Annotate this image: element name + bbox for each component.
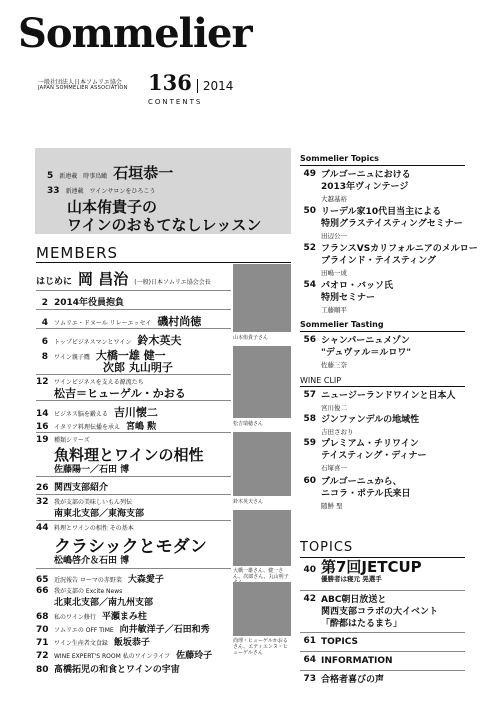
toc-row[interactable]: 8 ワイン親子鷹 大橋一雄 健一 [41,349,166,362]
photo-5 [233,582,291,636]
contents-label: CONTENTS [148,98,203,106]
section-sommelier-tasting: Sommelier Tasting [300,320,384,329]
divider [36,476,231,477]
toc-item[interactable]: 59 プレミアム・チリワイン テイスティング・ディナー 石塚喜一 [303,438,427,472]
divider [36,520,231,521]
feature-box [35,148,291,234]
divider [36,374,231,375]
toc-row[interactable]: 80 髙橋拓児の和食とワインの宇宙 [36,665,180,675]
toc-row[interactable]: 68 私のワイン修行 平瀬まみ柱 [36,612,147,622]
photo-caption: 大橋一雄さん、健一さん、次郎さん、丸山明子 [233,568,289,580]
photo-caption: 尚理・ヒューゲルかおるさん、エティエンヌ・ヒューゲルさん [233,638,288,656]
toc-row[interactable]: 66 我が支部の Excite News [36,586,123,596]
photo-2 [233,346,291,418]
toc-row[interactable]: 71 ワイン生産者文食録 飯坂恭子 [36,638,150,648]
toc-row-title: 魚料理とワインの相性 [54,446,204,464]
feature-item-33[interactable]: 33 新連載 ワインサロンをひろこう [47,186,156,196]
divider [36,328,231,329]
photo-caption: 山本侑貴子さん [233,335,269,341]
issue-year: 2014 [197,79,234,93]
divider [36,494,231,495]
feature-item-5[interactable]: 5 新連載 時事鳥瞰 石垣恭一 [47,164,174,182]
photo-1 [233,264,291,332]
toc-item[interactable]: 73 合格者喜びの声 [303,674,385,685]
toc-row[interactable]: 72 WINE EXPERT'S ROOM 私のワインライフ 佐藤玲子 [36,651,213,661]
toc-item[interactable]: 54 パオロ・バッソ氏 特別セミナー 工藤順平 [303,280,394,314]
issue-num: 136 [148,70,192,95]
divider [36,400,231,401]
toc-row[interactable]: 70 ソムリエの OFF TIME 向井敏洋子／石田和秀 [36,625,210,635]
toc-row[interactable]: 12 ワインビジネスを支える源流たち [36,377,144,387]
photo-caption: 鈴木英夫さん [233,499,264,505]
toc-row-title: 南東北支部／東海支部 [54,509,145,519]
org-name-jp: 一般社団法人日本ソムリエ協会 [38,79,122,86]
toc-row[interactable]: 6 トップビジネスマンとワイン 鈴木英夫 [41,334,182,347]
toc-item[interactable]: 58 ジンファンデルの地域性 吉田さおり [303,414,420,436]
feature-title-33: 山本侑貴子の ワインのおもてなしレッスン [67,198,262,234]
divider [300,651,465,652]
toc-item[interactable]: 52 フランスVSカリフォルニアのメルロー ブラインド・テイスティング 田嶋一成 [303,243,478,277]
photo-caption: 松吉瑞穂さん [233,421,264,427]
toc-row[interactable]: 44 料理とワインの相性 その基本 [36,523,134,533]
toc-item[interactable]: 56 シャンパーニュメゾン "デュヴァル＝ルロワ" 佐藤三奈 [303,335,412,369]
photo-3 [233,432,291,496]
toc-row[interactable]: 14 ビジネス脳を鍛える 吉川懐二 [36,406,158,419]
members-rule [36,262,291,263]
rule [300,165,465,166]
magazine-logo: Sommelier [18,10,252,57]
divider [300,632,465,633]
toc-row-title: クラシックとモダン [54,537,207,557]
toc-row-title: 北東北支部／南九州支部 [54,598,154,608]
rule [300,331,465,332]
divider [36,568,231,569]
divider [300,670,465,671]
toc-row[interactable]: はじめに 岡 昌治 (一般)日本ソムリエ協会会長 [36,270,211,288]
section-wine-clip: WINE CLIP [300,376,342,385]
section-sommelier-topics: Sommelier Topics [300,154,379,163]
section-topics: TOPICS [300,540,354,555]
toc-item[interactable]: 57 ニュージーランドワインと日本人 宮川俊二 [303,390,456,412]
toc-row[interactable]: 19 種類シリーズ [36,435,90,445]
photo-4 [233,510,291,566]
divider [36,309,231,310]
toc-item[interactable]: 49 ブルゴーニュにおける 2013年ヴィンテージ 大越基裕 [303,169,411,203]
toc-item[interactable]: 42 ABC朝日放送と 関西支部コラボの大イベント 「酔都はたるまち」 [303,594,439,629]
toc-row[interactable]: 26 関西支部紹介 [36,483,109,493]
toc-item[interactable]: 61 TOPICS [303,636,358,647]
rule [300,386,465,387]
toc-row-title: 松吉＝ヒューゲル・かおる [54,387,186,400]
toc-row[interactable]: 32 我が支部の美味しいもん列伝 [36,497,133,507]
divider [36,290,231,291]
toc-item[interactable]: 64 INFORMATION [303,655,393,666]
toc-row[interactable]: 16 イタリア料理伝播を承え 宮嶋 勲 [36,422,157,432]
toc-item[interactable]: 60 ブルゴーニュから、 ニコラ・ポテル氏来日 随鮮 聖 [303,476,411,510]
toc-row-author: 松嶋啓介＆石田 博 [54,556,130,566]
toc-item[interactable]: 40 第7回JETCUP 優勝者は寝元 晃選手 [303,558,422,583]
divider [36,432,231,433]
members-heading: MEMBERS [36,244,119,262]
divider [300,590,465,591]
toc-row-author: 佐藤陽一／石田 博 [54,465,130,475]
org-name-en: JAPAN SOMMELIER ASSOCIATION [38,85,128,91]
issue-number [148,72,233,93]
toc-row[interactable]: 4 ソムリエ・ドヌール リレーエッセイ 磯村尚徳 [41,315,202,328]
toc-row-cont: 次郎 丸山明子 [103,361,173,374]
toc-row[interactable]: 65 近況報告 ローマの赤野菜 大森愛子 [36,575,164,585]
toc-row[interactable]: 2 2014年役員抱負 [41,298,125,308]
toc-item[interactable]: 50 リーデル家10代目当主による 特別グラステイスティングセミナー 田辺公一 [303,206,463,240]
